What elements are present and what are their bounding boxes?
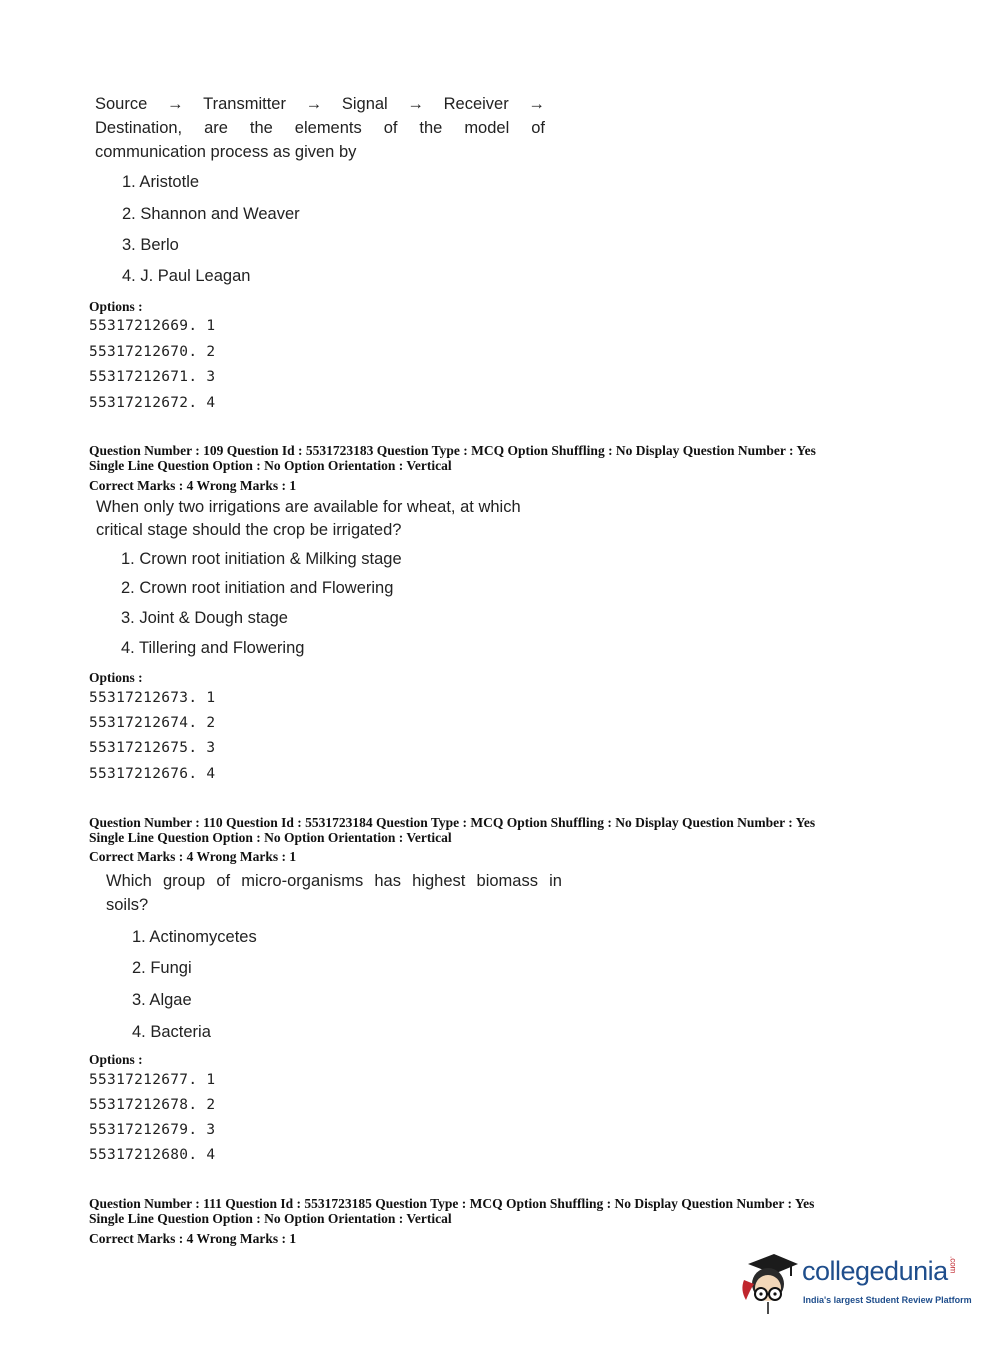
q111-meta-line3: Correct Marks : 4 Wrong Marks : 1 xyxy=(89,1231,297,1246)
word: are xyxy=(204,119,228,137)
q108-option-3: 55317212671. 3 xyxy=(89,369,216,385)
q108-item-2: 2. Shannon and Weaver xyxy=(122,205,300,223)
collegedunia-logo xyxy=(740,1250,970,1320)
word: of xyxy=(216,872,231,890)
q109-option-2: 55317212674. 2 xyxy=(89,715,216,731)
q109-meta-line3: Correct Marks : 4 Wrong Marks : 1 xyxy=(89,478,297,493)
q109-text-line1: When only two irrigations are available for wheat, at which xyxy=(96,498,521,516)
q110-text-row xyxy=(106,872,562,891)
word: of xyxy=(383,119,398,137)
student-mascot-icon xyxy=(740,1250,800,1316)
q108-line3: communication process as given by xyxy=(95,143,357,161)
q110-option-2: 55317212678. 2 xyxy=(89,1097,216,1113)
word: the xyxy=(249,119,273,137)
q110-option-3: 55317212679. 3 xyxy=(89,1122,216,1138)
q110-text-line1 xyxy=(106,872,562,891)
chain-source: Source xyxy=(95,95,148,113)
word: in xyxy=(549,872,562,890)
chain-signal: Signal xyxy=(341,95,388,113)
q109-text-line2: critical stage should the crop be irrigated? xyxy=(96,521,402,539)
q109-option-3: 55317212675. 3 xyxy=(89,740,216,756)
word: elements xyxy=(294,119,362,137)
q110-item-3: 3. Algae xyxy=(132,991,192,1009)
q110-options-label: Options : xyxy=(89,1052,143,1067)
word: micro-organisms xyxy=(241,872,364,890)
word: the xyxy=(419,119,443,137)
q109-meta-line2: Single Line Question Option : No Option Orientation : Vertical xyxy=(89,458,452,473)
q110-item-2: 2. Fungi xyxy=(132,959,192,977)
q108-options-label: Options : xyxy=(89,299,143,314)
q109-item-3: 3. Joint & Dough stage xyxy=(121,609,288,627)
word: group xyxy=(163,872,206,890)
arrow-icon: → xyxy=(305,95,323,113)
logo-suffix: .com xyxy=(948,1256,958,1274)
chain-transmitter: Transmitter xyxy=(203,95,286,113)
arrow-icon: → xyxy=(407,95,424,113)
q108-option-2: 55317212670. 2 xyxy=(89,344,216,360)
arrow-icon: → xyxy=(528,95,545,113)
word: of xyxy=(531,119,545,137)
q109-item-4: 4. Tillering and Flowering xyxy=(121,639,305,657)
q109-option-4: 55317212676. 4 xyxy=(89,766,216,782)
q110-meta-line2: Single Line Question Option : No Option Orientation : Vertical xyxy=(89,830,452,845)
q108-option-4: 55317212672. 4 xyxy=(89,395,216,411)
q109-item-2: 2. Crown root initiation and Flowering xyxy=(121,579,394,597)
q110-option-1: 55317212677. 1 xyxy=(89,1072,216,1088)
q108-line2 xyxy=(95,119,545,138)
q110-meta-line3: Correct Marks : 4 Wrong Marks : 1 xyxy=(89,849,297,864)
q111-meta-line2: Single Line Question Option : No Option Orientation : Vertical xyxy=(89,1211,452,1226)
q108-item-4: 4. J. Paul Leagan xyxy=(122,267,251,285)
word: model xyxy=(464,119,510,137)
logo-name: collegedunia xyxy=(802,1256,948,1286)
q108-item-1: 1. Aristotle xyxy=(122,173,200,191)
q109-meta-line1: Question Number : 109 Question Id : 5531723183 Question Type : MCQ Option Shuffling : No Display Question Number : Yes xyxy=(89,443,816,458)
q108-line1 xyxy=(95,95,545,114)
q108-item-3: 3. Berlo xyxy=(122,236,179,254)
q108-option-1: 55317212669. 1 xyxy=(89,318,216,334)
q110-meta-line1: Question Number : 110 Question Id : 5531723184 Question Type : MCQ Option Shuffling : No Display Question Number : Yes xyxy=(89,815,816,830)
word: has xyxy=(374,872,401,890)
arrow-icon: → xyxy=(166,95,184,113)
q110-item-1: 1. Actinomycetes xyxy=(132,928,257,946)
logo-tagline: India's largest Student Review Platform xyxy=(803,1295,972,1305)
word: Which xyxy=(106,872,152,890)
q111-meta-line1: Question Number : 111 Question Id : 5531723185 Question Type : MCQ Option Shuffling : No Display Question Number : Yes xyxy=(89,1196,815,1211)
chain-receiver: Receiver xyxy=(443,95,509,113)
q110-item-4: 4. Bacteria xyxy=(132,1023,211,1041)
q110-text-line2: soils? xyxy=(106,896,149,914)
word: biomass xyxy=(476,872,538,890)
q110-option-4: 55317212680. 4 xyxy=(89,1147,216,1163)
q109-option-1: 55317212673. 1 xyxy=(89,690,216,706)
word: Destination, xyxy=(95,119,183,137)
q109-item-1: 1. Crown root initiation & Milking stage xyxy=(121,550,402,568)
q109-options-label: Options : xyxy=(89,670,143,685)
word: highest xyxy=(412,872,466,890)
